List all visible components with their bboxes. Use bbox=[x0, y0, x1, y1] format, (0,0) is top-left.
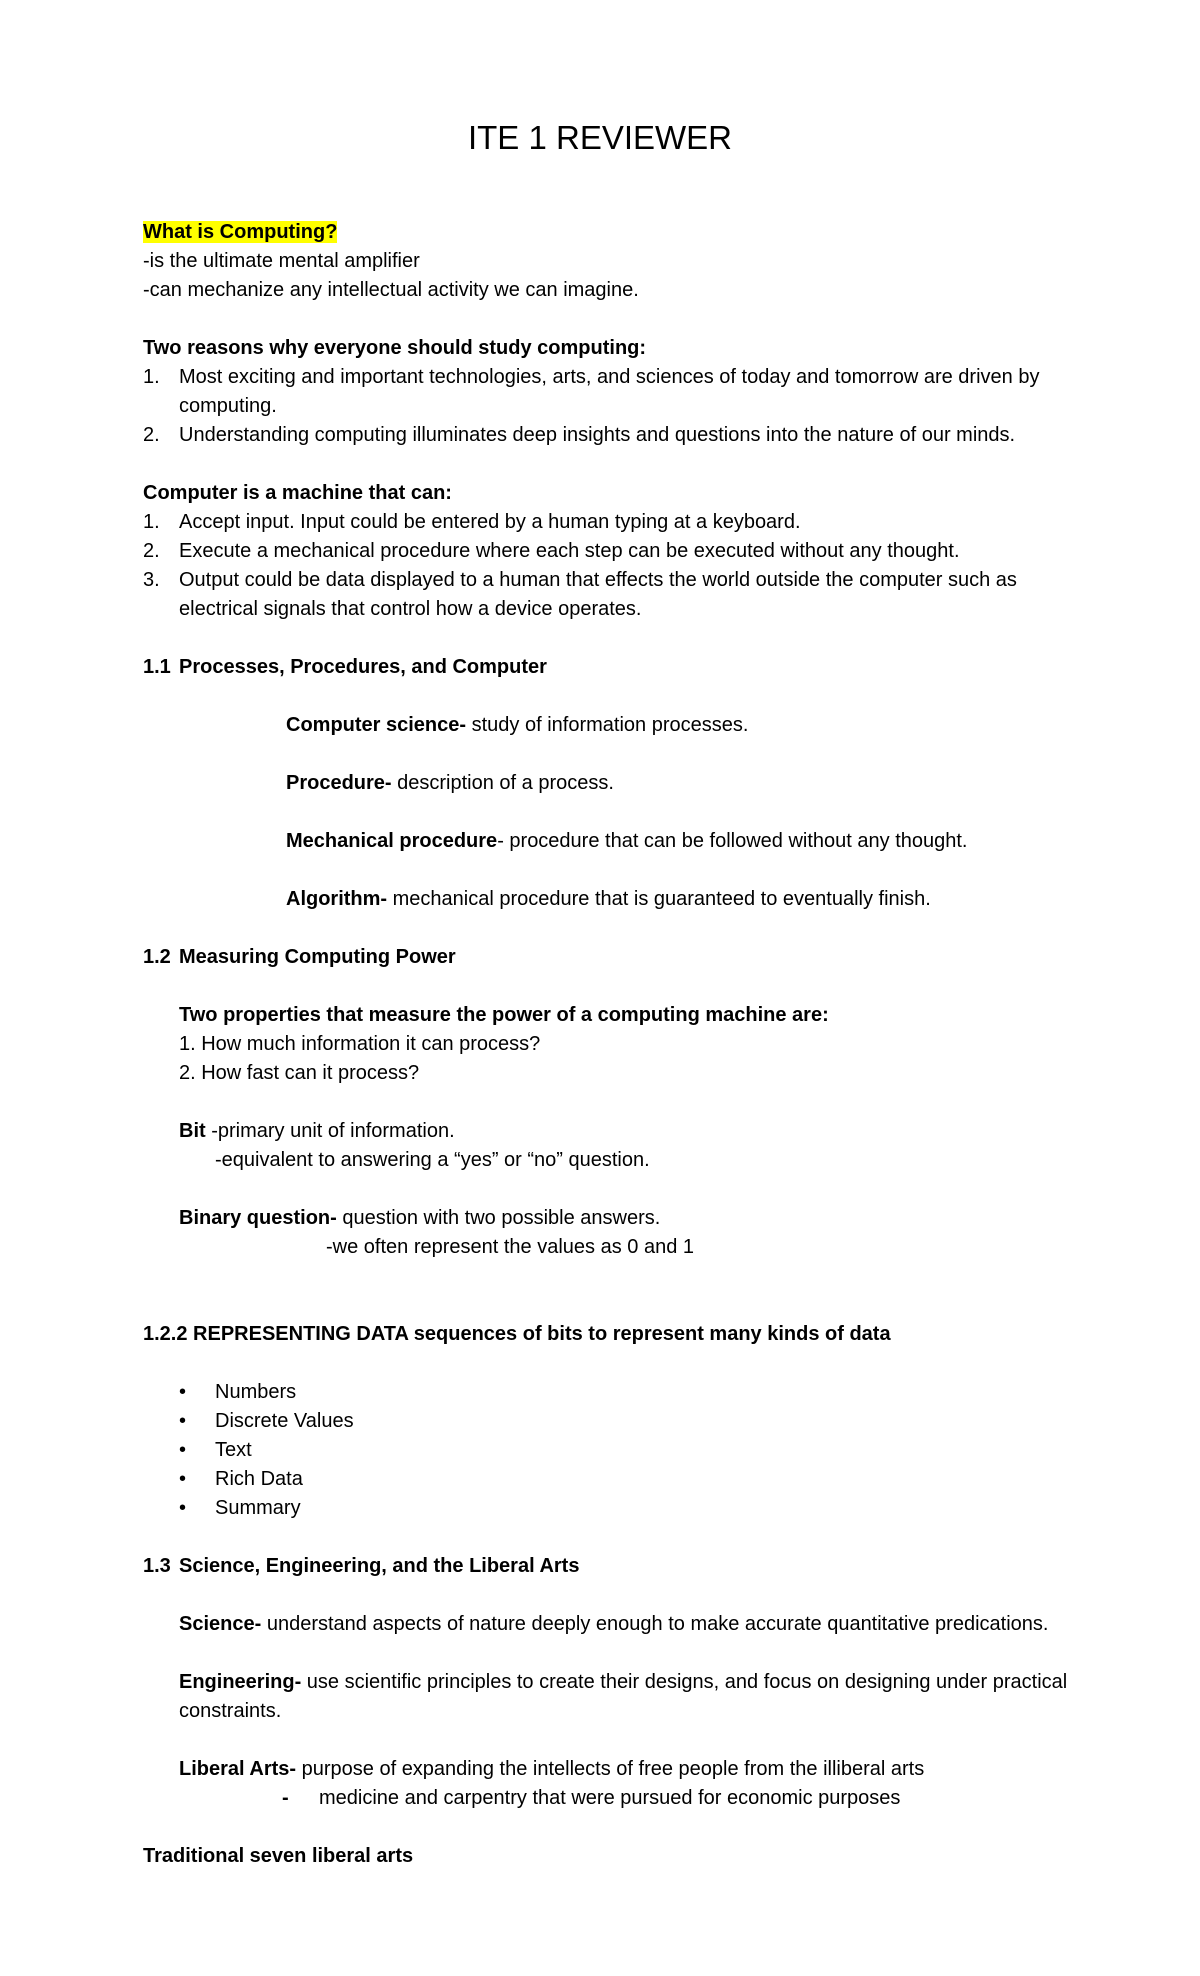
binary-question-definition bbox=[179, 1205, 660, 1231]
bullet-icon: • bbox=[179, 1468, 187, 1490]
machine-item-2-line-1: Execute a mechanical procedure where each step can be executed without any thought. bbox=[179, 540, 960, 562]
liberal-arts-text: purpose of expanding the intellects of free people from the illiberal arts bbox=[296, 1758, 925, 1780]
machine-item-3-line-2: electrical signals that control how a device operates. bbox=[179, 598, 642, 620]
computing-heading-highlight: What is Computing? bbox=[143, 221, 338, 243]
list-item: Summary bbox=[215, 1497, 301, 1519]
def-mechanical-procedure bbox=[286, 828, 968, 854]
document-title: ITE 1 REVIEWER bbox=[467, 119, 733, 156]
section-1-3-number: 1.3 bbox=[143, 1555, 171, 1577]
section-1-1-number: 1.1 bbox=[143, 656, 171, 678]
binary-question-text: question with two possible answers. bbox=[336, 1207, 661, 1229]
bit-term: Bit bbox=[179, 1120, 206, 1142]
engineering-text: use scientific principles to create their designs, and focus on designing under practical bbox=[301, 1671, 1068, 1693]
bullet-icon: • bbox=[179, 1410, 187, 1432]
section-1-2-number: 1.2 bbox=[143, 946, 171, 968]
machine-item-1-line-1: Accept input. Input could be entered by a human typing at a keyboard. bbox=[179, 511, 801, 533]
binary-question-line-2: -we often represent the values as 0 and 1 bbox=[326, 1236, 695, 1258]
computing-line-1: -is the ultimate mental amplifier bbox=[143, 250, 420, 272]
def-computer-science-text: study of information processes. bbox=[466, 714, 749, 736]
liberal-arts-sub-item: medicine and carpentry that were pursued for economic purposes bbox=[319, 1787, 901, 1809]
property-2: 2. How fast can it process? bbox=[179, 1062, 420, 1084]
engineering-line-2: constraints. bbox=[179, 1700, 282, 1722]
science-definition bbox=[179, 1611, 1048, 1637]
section-1-1-title: Processes, Procedures, and Computer bbox=[179, 656, 547, 678]
def-computer-science-term: Computer science- bbox=[286, 714, 467, 736]
reasons-item-1-number: 1. bbox=[143, 366, 160, 388]
def-mechanical-procedure-text: - procedure that can be followed without any thought. bbox=[497, 830, 968, 852]
properties-heading: Two properties that measure the power of a computing machine are: bbox=[179, 1004, 829, 1026]
bit-definition bbox=[179, 1118, 455, 1144]
liberal-arts-term: Liberal Arts- bbox=[179, 1758, 297, 1780]
seven-liberal-arts-heading: Traditional seven liberal arts bbox=[143, 1845, 414, 1867]
reasons-item-2-number: 2. bbox=[143, 424, 160, 446]
def-procedure-term: Procedure- bbox=[286, 772, 392, 794]
engineering-definition bbox=[179, 1669, 1067, 1695]
reasons-item-2-line-1: Understanding computing illuminates deep insights and questions into the nature of our minds. bbox=[179, 424, 1016, 446]
binary-question-term: Binary question- bbox=[179, 1207, 337, 1229]
bit-text: -primary unit of information. bbox=[205, 1120, 455, 1142]
liberal-arts-definition bbox=[179, 1756, 924, 1782]
def-computer-science bbox=[286, 712, 748, 738]
property-1: 1. How much information it can process? bbox=[179, 1033, 541, 1055]
def-mechanical-procedure-term: Mechanical procedure bbox=[286, 830, 498, 852]
machine-item-1-number: 1. bbox=[143, 511, 160, 533]
science-term: Science- bbox=[179, 1613, 262, 1635]
list-item: Discrete Values bbox=[215, 1410, 354, 1432]
reasons-item-1-line-1: Most exciting and important technologies, arts, and sciences of today and tomorrow are driven by bbox=[179, 366, 1040, 388]
def-algorithm-text: mechanical procedure that is guaranteed to eventually finish. bbox=[387, 888, 931, 910]
list-item: Numbers bbox=[215, 1381, 297, 1403]
reasons-item-1-line-2: computing. bbox=[179, 395, 277, 417]
section-1-2-title: Measuring Computing Power bbox=[179, 946, 456, 968]
bullet-icon: • bbox=[179, 1497, 187, 1519]
computing-heading bbox=[143, 219, 337, 245]
engineering-term: Engineering- bbox=[179, 1671, 302, 1693]
bullet-icon: • bbox=[179, 1381, 187, 1403]
computing-line-2: -can mechanize any intellectual activity we can imagine. bbox=[143, 279, 639, 301]
section-1-2-2-heading: 1.2.2 REPRESENTING DATA sequences of bits to represent many kinds of data bbox=[143, 1323, 891, 1345]
def-algorithm-term: Algorithm- bbox=[286, 888, 388, 910]
machine-item-3-number: 3. bbox=[143, 569, 160, 591]
bit-line-2: -equivalent to answering a “yes” or “no” question. bbox=[215, 1149, 650, 1171]
dash-marker: - bbox=[282, 1787, 289, 1809]
machine-item-2-number: 2. bbox=[143, 540, 160, 562]
bullet-icon: • bbox=[179, 1439, 187, 1461]
reasons-heading: Two reasons why everyone should study computing: bbox=[143, 337, 647, 359]
machine-item-3-line-1: Output could be data displayed to a human that effects the world outside the computer such as bbox=[179, 569, 1017, 591]
def-procedure bbox=[286, 770, 614, 796]
machine-heading: Computer is a machine that can: bbox=[143, 482, 452, 504]
list-item: Text bbox=[215, 1439, 252, 1461]
section-1-3-title: Science, Engineering, and the Liberal Arts bbox=[179, 1555, 580, 1577]
list-item: Rich Data bbox=[215, 1468, 303, 1490]
def-algorithm bbox=[286, 886, 931, 912]
def-procedure-text: description of a process. bbox=[391, 772, 614, 794]
science-text: understand aspects of nature deeply enough to make accurate quantitative predications. bbox=[261, 1613, 1049, 1635]
